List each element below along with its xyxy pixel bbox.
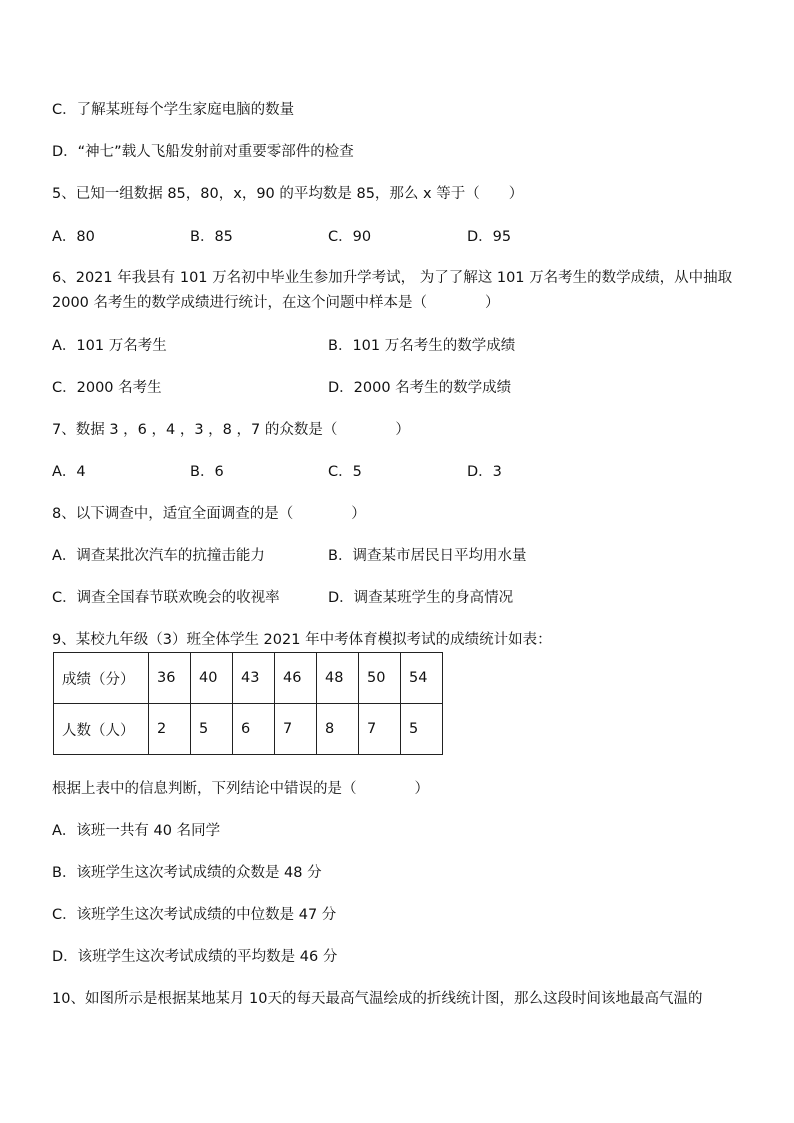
q9-option-d: D．该班学生这次考试成绩的平均数是 46 分 — [52, 949, 338, 965]
q7-option-a: A．4 — [52, 464, 86, 480]
table-cell: 5 — [191, 704, 233, 755]
table-row-header: 人数（人） — [54, 704, 149, 755]
q5-option-d: D．95 — [467, 229, 512, 245]
table-cell: 48 — [317, 653, 359, 704]
q4-option-d: D．“神七”载人飞船发射前对重要零部件的检查 — [52, 144, 354, 160]
table-row — [54, 704, 443, 755]
q5-option-c: C．90 — [328, 229, 372, 245]
q4-option-c: C．了解某班每个学生家庭电脑的数量 — [52, 102, 295, 118]
q9-option-c: C．该班学生这次考试成绩的中位数是 47 分 — [52, 907, 337, 923]
table-cell: 50 — [359, 653, 401, 704]
q6-stem-line2: 2000 名考生的数学成绩进行统计，在这个问题中样本是（ ） — [52, 295, 500, 311]
q9-stem: 9、某校九年级（3）班全体学生 2021 年中考体育模拟考试的成绩统计如表： — [52, 632, 552, 648]
q6-stem-line1: 6、2021 年我县有 101 万名初中毕业生参加升学考试， 为了了解这 101 万名考生的数学成绩，从中抽取 — [52, 270, 733, 286]
q7-option-c: C．5 — [328, 464, 362, 480]
table-cell: 43 — [233, 653, 275, 704]
q5-stem: 5、已知一组数据 85，80，x，90 的平均数是 85，那么 x 等于（ ） — [52, 186, 524, 202]
table-cell: 36 — [149, 653, 191, 704]
table-row-header: 成绩（分） — [54, 653, 149, 704]
q9-option-b: B．该班学生这次考试成绩的众数是 48 分 — [52, 865, 322, 881]
q8-option-a: A．调查某批次汽车的抗撞击能力 — [52, 548, 265, 564]
table-cell: 6 — [233, 704, 275, 755]
q8-option-d: D．调查某班学生的身高情况 — [328, 590, 514, 606]
table-cell: 46 — [275, 653, 317, 704]
q6-option-d: D．2000 名考生的数学成绩 — [328, 380, 512, 396]
q9-option-a: A．该班一共有 40 名同学 — [52, 823, 221, 839]
q8-option-c: C．调查全国春节联欢晚会的收视率 — [52, 590, 280, 606]
table-row — [54, 653, 443, 704]
q5-option-b: B．85 — [190, 229, 233, 245]
table-cell: 2 — [149, 704, 191, 755]
q6-option-c: C．2000 名考生 — [52, 380, 162, 396]
q8-stem: 8、以下调查中，适宜全面调查的是（ ） — [52, 506, 366, 522]
q8-option-b: B．调查某市居民日平均用水量 — [328, 548, 527, 564]
table-cell: 7 — [359, 704, 401, 755]
q9-question: 根据上表中的信息判断，下列结论中错误的是（ ） — [52, 781, 429, 797]
q6-option-b: B．101 万名考生的数学成绩 — [328, 338, 516, 354]
q5-option-a: A．80 — [52, 229, 95, 245]
table-cell: 8 — [317, 704, 359, 755]
table-cell: 40 — [191, 653, 233, 704]
table-cell: 54 — [401, 653, 443, 704]
q7-option-d: D．3 — [467, 464, 502, 480]
q7-stem: 7、数据 3 ，6 ，4 ，3 ，8 ，7 的众数是（ ） — [52, 422, 410, 438]
q6-option-a: A．101 万名考生 — [52, 338, 167, 354]
q10-stem: 10、如图所示是根据某地某月 10天的每天最高气温绘成的折线统计图，那么这段时间该地最高气温的 — [52, 991, 703, 1007]
q7-option-b: B．6 — [190, 464, 224, 480]
table-cell: 5 — [401, 704, 443, 755]
table-cell: 7 — [275, 704, 317, 755]
score-table — [53, 652, 443, 755]
